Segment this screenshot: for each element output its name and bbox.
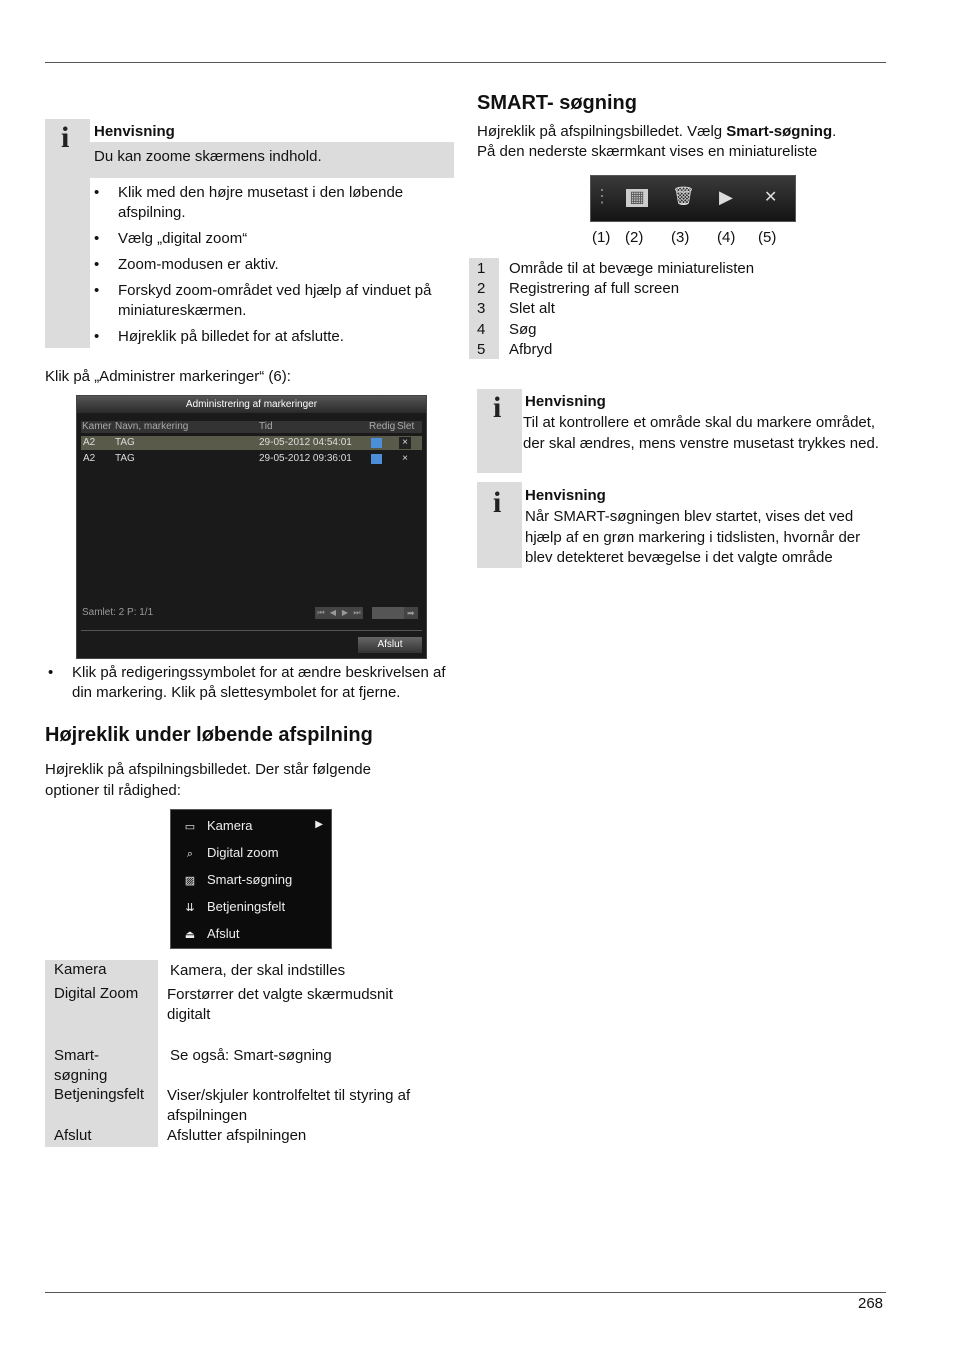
option-desc: Se også: Smart-søgning <box>170 1047 332 1064</box>
option-term: Betjeningsfelt <box>54 1086 145 1103</box>
first-page-button[interactable]: ⏮ <box>315 607 327 619</box>
legend-number: 3 <box>477 300 486 318</box>
column-header: Redig <box>369 421 396 432</box>
list-item: • Klik med den højre musetast i den løbende afspilning. <box>92 183 456 223</box>
legend-text: Område til at bevæge miniaturelisten <box>509 260 755 277</box>
legend-numbers <box>477 259 485 360</box>
delete-icon[interactable]: × <box>399 437 411 449</box>
pager <box>315 607 418 620</box>
legend-text: Slet alt <box>509 300 555 318</box>
note3-title: Henvisning <box>525 487 606 504</box>
legend-number: 4 <box>477 320 486 338</box>
drag-handle-icon[interactable]: ⋮ <box>593 186 611 206</box>
note1-title: Henvisning <box>94 123 175 140</box>
intro-text-end: . <box>832 123 837 140</box>
smart-search-title: SMART- søgning <box>477 92 637 114</box>
list-item: • Forskyd zoom-området ved hjælp af vinduet på miniatureskærmen. <box>92 281 456 321</box>
chevron-right-icon: ▶ <box>315 819 323 830</box>
menu-item-control-panel[interactable] <box>183 899 285 914</box>
page-number: 268 <box>858 1295 884 1312</box>
cell-name: TAG <box>115 437 135 448</box>
option-term: Afslut <box>54 1127 92 1144</box>
option-desc: Kamera, der skal indstilles <box>170 962 346 979</box>
option-desc: Afslutter afspilningen <box>167 1127 307 1144</box>
list-item: • Klik på redigeringssymbolet for at ændre beskrivelsen af din markering. Klik på slettesymbolet for at fjerne. <box>46 663 456 703</box>
legend-number: 1 <box>477 260 486 277</box>
edit-icon[interactable] <box>371 454 382 464</box>
footer-rule <box>45 1292 886 1293</box>
legend-texts <box>509 259 754 360</box>
info-icon: i <box>493 486 502 519</box>
column-header: Navn, markering <box>115 421 189 432</box>
option-desc: Viser/skjuler kontrolfeltet til styring af afspilningen <box>167 1087 411 1124</box>
menu-item-kamera[interactable] <box>183 818 323 833</box>
prev-page-button[interactable]: ◀ <box>327 607 339 619</box>
cell-time: 29-05-2012 09:36:01 <box>259 453 352 464</box>
legend-text: Afbryd <box>509 340 553 358</box>
note2-icon-column <box>477 389 522 473</box>
next-page-button[interactable]: ▶ <box>339 607 351 619</box>
menu-item-digital-zoom[interactable] <box>183 845 279 861</box>
list-item: • Højreklik på billedet for at afslutte. <box>92 327 456 347</box>
zoom-icon: ⌕ <box>186 848 194 860</box>
column-header: Tid <box>259 421 273 432</box>
option-desc: Forstørrer det valgte skærmudsnit digitalt <box>167 986 393 1023</box>
footer-status: Samlet: 2 P: 1/1 <box>82 607 154 618</box>
note1-text: Du kan zoome skærmens indhold. <box>94 148 322 165</box>
intro-bold: Smart-søgning <box>726 123 833 140</box>
section-title: Højreklik under løbende afspilning <box>45 724 373 746</box>
menu-item-label: Afslut <box>207 926 240 941</box>
table-header <box>81 421 422 433</box>
legend-text: Søg <box>509 320 537 338</box>
toolbar-label: (1) <box>592 229 611 246</box>
list-item: • Vælg „digital zoom“ <box>92 229 456 249</box>
legend-text: Registrering af full screen <box>509 280 680 298</box>
table-row[interactable] <box>81 436 422 450</box>
toolbar-label: (3) <box>671 229 690 246</box>
note3-icon-column <box>477 482 522 568</box>
fullscreen-icon[interactable]: ▦ <box>626 189 648 207</box>
exit-icon: ⏏ <box>184 929 196 941</box>
edit-bullet-list <box>46 663 456 703</box>
play-icon[interactable]: ▶ <box>719 187 733 207</box>
close-icon[interactable]: ✕ <box>764 189 778 206</box>
thumbnail-toolbar <box>590 175 796 222</box>
last-page-button[interactable]: ⏭ <box>351 607 363 619</box>
edit-icon[interactable] <box>371 438 382 448</box>
window-title: Administrering af markeringer <box>77 396 426 413</box>
note1-text-box <box>90 142 454 178</box>
menu-item-label: Smart-søgning <box>207 872 293 887</box>
option-term: Digital Zoom <box>54 985 139 1002</box>
admin-intro: Klik på „Administrer markeringer“ (6): <box>45 368 291 385</box>
admin-markings-window <box>76 395 427 659</box>
note1-bullets <box>92 183 456 347</box>
cell-camera: A2 <box>83 437 96 448</box>
note2-text: Til at kontrollere et område skal du markere området, der skal ændres, mens venstre musetast trykkes ned. <box>523 414 879 452</box>
menu-item-label: Betjeningsfelt <box>207 899 286 914</box>
page-input[interactable] <box>372 607 404 619</box>
note3-text: Når SMART-søgningen blev startet, vises det ved hjælp af en grøn markering i tidslisten, hvornår der blev detekteret bevægelse i det valgte område <box>525 508 861 566</box>
option-term: Kamera <box>54 961 107 978</box>
smart-search-intro <box>477 122 836 162</box>
menu-item-exit[interactable] <box>183 926 240 941</box>
cell-time: 29-05-2012 04:54:01 <box>259 437 352 448</box>
divider <box>81 630 422 631</box>
cell-camera: A2 <box>83 453 96 464</box>
go-button[interactable]: ➡ <box>404 607 418 619</box>
table-row[interactable] <box>81 452 422 466</box>
image-icon: ▨ <box>184 875 196 887</box>
camera-icon: ▭ <box>184 821 196 833</box>
legend-number: 2 <box>477 280 486 298</box>
toolbar-label: (2) <box>625 229 644 246</box>
info-icon: i <box>493 391 502 424</box>
intro-line2: På den nederste skærmkant vises en miniatureliste <box>477 143 818 160</box>
toolbar-label: (4) <box>717 229 736 246</box>
delete-icon[interactable]: × <box>402 453 408 464</box>
header-rule <box>45 62 886 63</box>
toolbar-label: (5) <box>758 229 777 246</box>
menu-item-label: Kamera <box>207 818 253 833</box>
cell-name: TAG <box>115 453 135 464</box>
control-icon: ⇊ <box>185 902 195 914</box>
column-header: Slet <box>397 421 415 432</box>
legend-number: 5 <box>477 340 486 358</box>
section-text: Højreklik på afspilningsbilledet. Der står følgende optioner til rådighed: <box>45 761 371 799</box>
context-menu <box>170 809 332 949</box>
info-icon: i <box>61 121 70 154</box>
intro-text: Højreklik på afspilningsbilledet. Vælg <box>477 123 727 140</box>
column-header: Kamer <box>82 421 112 432</box>
trash-icon[interactable]: 🗑 <box>672 186 695 206</box>
menu-item-smart-search[interactable] <box>183 872 292 887</box>
list-item: • Zoom-modusen er aktiv. <box>92 255 456 275</box>
exit-button[interactable]: Afslut <box>358 637 422 653</box>
note2-title: Henvisning <box>525 393 606 410</box>
option-term: Smart-søgning <box>54 1047 108 1084</box>
menu-item-label: Digital zoom <box>207 845 279 860</box>
note1-icon-column <box>45 119 90 348</box>
